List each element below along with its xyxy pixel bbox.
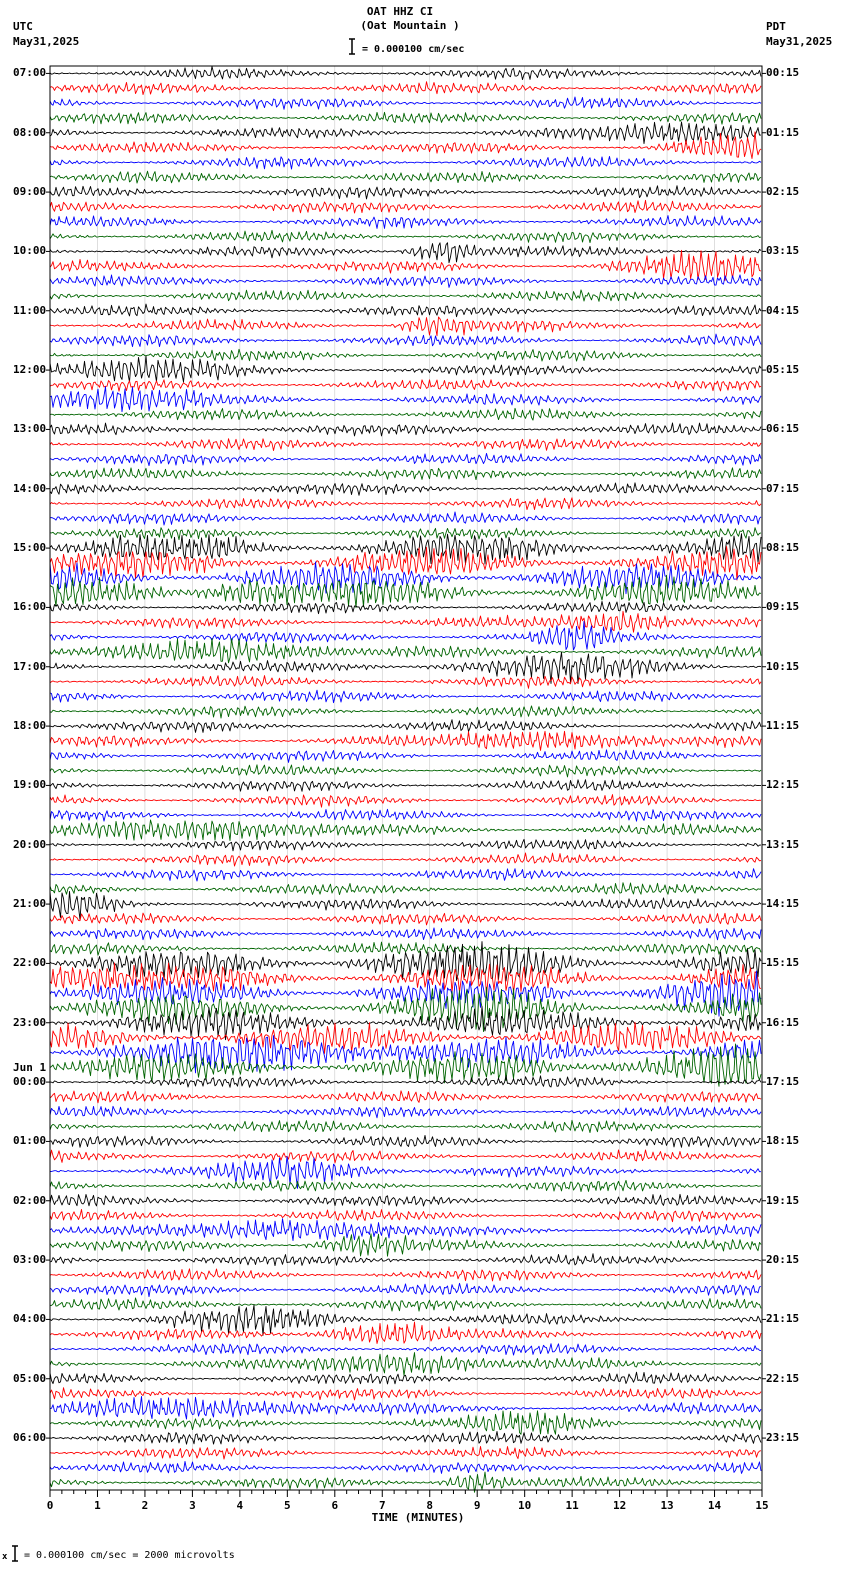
right-hour-label: 08:15 (766, 541, 800, 555)
seismic-trace (50, 1269, 761, 1281)
seismic-trace (50, 1388, 761, 1400)
seismic-trace (50, 883, 761, 895)
right-hour-label: 13:15 (766, 837, 800, 851)
right-date: May31,2025 (766, 35, 833, 48)
seismic-trace (50, 349, 761, 361)
seismic-trace (50, 913, 761, 925)
seismic-trace (50, 780, 761, 792)
seismic-trace (50, 317, 761, 336)
seismic-trace (50, 512, 761, 525)
seismic-trace (50, 334, 761, 347)
left-hour-label: 06:00 (13, 1431, 47, 1445)
x-tick-label: 2 (141, 1499, 149, 1512)
seismic-trace (50, 1344, 761, 1355)
right-hour-label: 05:15 (766, 363, 800, 377)
seismic-trace (50, 1150, 761, 1163)
seismic-trace (50, 1106, 761, 1118)
seismic-trace (50, 611, 761, 632)
left-hour-label: 03:00 (13, 1253, 47, 1267)
seismic-trace (50, 356, 761, 382)
seismic-trace (50, 1180, 761, 1191)
left-hour-label: 10:00 (13, 244, 47, 258)
seismic-trace (50, 575, 761, 607)
seismic-trace (50, 453, 761, 465)
footer-scale-label: = 0.000100 cm/sec = 2000 microvolts (24, 1550, 235, 1561)
left-hour-label: 02:00 (13, 1193, 47, 1207)
right-hour-label: 10:15 (766, 659, 800, 673)
seismic-trace (50, 690, 761, 703)
day-change-label: Jun 1 (13, 1061, 47, 1075)
x-tick-label: 7 (378, 1499, 386, 1512)
x-tick-label: 5 (284, 1499, 291, 1512)
seismic-trace (50, 1120, 761, 1132)
seismic-trace (50, 230, 761, 242)
left-hour-label: 11:00 (13, 303, 47, 317)
seismic-trace (50, 483, 761, 496)
right-hour-label: 12:15 (766, 778, 800, 792)
seismic-trace (50, 839, 761, 850)
seismic-trace (50, 820, 761, 841)
seismic-trace (50, 156, 761, 169)
seismic-trace (50, 528, 761, 540)
left-hour-label: 05:00 (13, 1371, 47, 1385)
seismic-trace (50, 67, 761, 80)
seismic-trace (50, 1283, 761, 1296)
x-tick-label: 10 (518, 1499, 532, 1512)
left-hour-label: 09:00 (13, 185, 47, 199)
left-timezone: UTC (13, 20, 33, 33)
x-tick-label: 11 (565, 1499, 579, 1512)
seismic-trace (50, 1322, 761, 1343)
left-hour-label: 15:00 (13, 541, 47, 555)
x-tick-label: 4 (236, 1499, 244, 1512)
x-tick-label: 0 (46, 1499, 54, 1512)
right-hour-label: 18:15 (766, 1134, 800, 1148)
right-timezone: PDT (766, 20, 786, 33)
x-tick-label: 8 (426, 1499, 434, 1512)
left-hour-label: 07:00 (13, 66, 47, 80)
seismic-trace (50, 1353, 761, 1376)
seismic-trace (50, 1254, 761, 1266)
seismic-trace (50, 97, 761, 109)
left-hour-label: 14:00 (13, 481, 47, 495)
x-tick-label: 14 (707, 1499, 722, 1512)
x-tick-label: 13 (660, 1499, 674, 1512)
seismic-trace (50, 423, 761, 436)
left-hour-label: 17:00 (13, 659, 47, 673)
seismic-trace (50, 706, 761, 718)
right-hour-label: 17:15 (766, 1075, 800, 1089)
seismic-trace (50, 621, 761, 650)
left-hour-label: 12:00 (13, 363, 47, 377)
right-hour-label: 09:15 (766, 600, 800, 614)
seismic-trace (50, 1157, 761, 1189)
left-hour-label: 01:00 (13, 1134, 47, 1148)
right-hour-label: 22:15 (766, 1371, 800, 1385)
seismic-trace (50, 200, 761, 213)
seismic-trace (50, 731, 761, 750)
right-hour-label: 03:15 (766, 244, 800, 258)
seismic-trace (50, 1432, 761, 1445)
right-hour-label: 23:15 (766, 1431, 800, 1445)
chart-title: OAT HHZ CI (366, 5, 434, 18)
left-hour-label: 00:00 (13, 1075, 47, 1089)
x-axis-label: TIME (MINUTES) (371, 1511, 465, 1524)
seismic-trace (50, 1298, 761, 1311)
seismic-trace (50, 1396, 761, 1419)
footer-scale-bar-icon (9, 1545, 21, 1563)
seismic-trace (50, 765, 761, 777)
x-tick-label: 3 (189, 1499, 196, 1512)
seismic-trace (50, 795, 761, 808)
seismic-trace (50, 1462, 761, 1474)
seismic-trace (50, 853, 761, 866)
seismic-trace (50, 750, 761, 763)
left-hour-label: 13:00 (13, 422, 47, 436)
seismic-trace (50, 987, 761, 1032)
left-date: May31,2025 (13, 35, 80, 48)
right-hour-label: 01:15 (766, 125, 800, 139)
seismic-trace (50, 250, 761, 280)
seismic-trace (50, 216, 761, 229)
seismic-trace (50, 439, 761, 451)
left-hour-label: 19:00 (13, 778, 47, 792)
seismic-trace (50, 122, 761, 144)
seismic-trace (50, 928, 761, 940)
left-hour-label: 22:00 (13, 956, 47, 970)
seismic-trace (50, 1411, 761, 1435)
seismic-trace (50, 720, 761, 733)
left-hour-label: 20:00 (13, 837, 47, 851)
footer-marker: x (2, 1552, 8, 1562)
right-hour-label: 15:15 (766, 956, 800, 970)
seismic-trace (50, 1091, 761, 1103)
seismic-trace (50, 498, 761, 510)
chart-subtitle: (Oat Mountain ) (360, 19, 460, 32)
right-hour-label: 07:15 (766, 481, 800, 495)
seismic-trace (50, 602, 761, 614)
seismic-trace (50, 1136, 761, 1148)
left-hour-label: 23:00 (13, 1015, 47, 1029)
seismic-trace (50, 638, 761, 662)
scale-label: = 0.000100 cm/sec (362, 44, 465, 55)
left-hour-label: 21:00 (13, 897, 47, 911)
x-tick-label: 6 (331, 1499, 339, 1512)
seismic-trace (50, 891, 761, 919)
right-hour-label: 11:15 (766, 719, 800, 733)
seismic-trace (50, 304, 761, 317)
right-hour-label: 16:15 (766, 1015, 800, 1029)
seismic-trace (50, 82, 761, 95)
seismic-trace (50, 1234, 761, 1256)
right-hour-label: 06:15 (766, 422, 800, 436)
seismic-trace (50, 186, 761, 199)
left-hour-label: 18:00 (13, 719, 47, 733)
seismic-trace (50, 1472, 761, 1492)
right-hour-label: 21:15 (766, 1312, 800, 1326)
seismic-trace (50, 676, 761, 689)
right-hour-label: 14:15 (766, 897, 800, 911)
x-tick-label: 12 (612, 1499, 627, 1512)
seismic-trace (50, 1194, 761, 1206)
seismic-trace (50, 1446, 761, 1459)
seismic-trace (50, 290, 761, 301)
x-tick-label: 1 (94, 1499, 101, 1512)
right-hour-label: 04:15 (766, 303, 800, 317)
x-tick-label: 9 (473, 1499, 481, 1512)
seismic-trace (50, 1210, 761, 1222)
left-hour-label: 16:00 (13, 600, 47, 614)
seismic-trace (50, 275, 761, 288)
right-hour-label: 20:15 (766, 1253, 800, 1267)
seismic-trace (50, 1372, 761, 1384)
seismic-trace (50, 171, 761, 183)
x-tick-label: 15 (755, 1499, 769, 1512)
seismic-trace (50, 1076, 761, 1088)
seismic-trace (50, 869, 761, 881)
seismic-trace (50, 132, 761, 159)
seismic-trace (50, 809, 761, 821)
right-hour-label: 19:15 (766, 1193, 800, 1207)
right-hour-label: 02:15 (766, 185, 800, 199)
right-hour-label: 00:15 (766, 66, 800, 80)
seismic-trace (50, 408, 761, 420)
seismic-trace (50, 468, 761, 480)
trace-layer (50, 67, 761, 1493)
left-hour-label: 04:00 (13, 1312, 47, 1326)
seismic-trace (50, 380, 761, 391)
seismic-trace (50, 387, 761, 412)
left-hour-label: 08:00 (13, 125, 47, 139)
